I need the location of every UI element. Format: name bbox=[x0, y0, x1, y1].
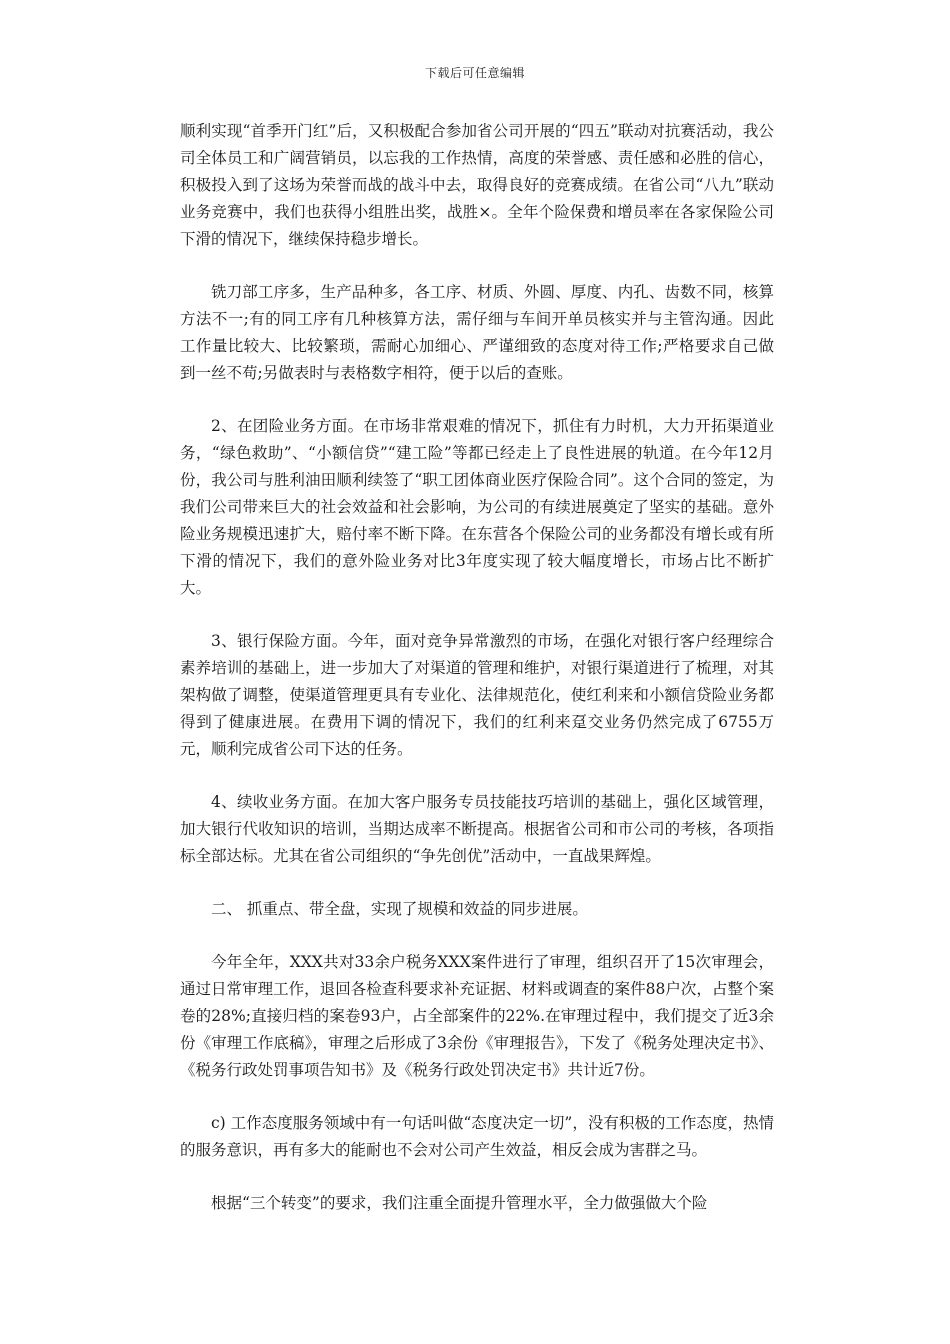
page-header-note: 下载后可任意编辑 bbox=[424, 66, 525, 80]
paragraph-2: 铣刀部工序多，生产品种多，各工序、材质、外圆、厚度、内孔、齿数不同，核算方法不一;有的同工序有几种核算方法，需仔细与车间开单员核实并与主管沟通。因此工作量比较大、比较繁琐，需耐心加细心、严谨细致的态度对待工作;严格要求自己做到一丝不苟;另做表时与表格数字相符，便于以后的查账。 bbox=[180, 283, 774, 382]
paragraph-6: 今年全年，XXX共对33余户税务XXX案件进行了审理，组织召开了15次审理会，通过日常审理工作，退回各检查科要求补充证据、材料或调查的案件88户次，占整个案卷的28%;直接归档的案卷93户，占全部案件的22%.在审理过程中，我们提交了近3余份《审理工作底稿》，审理之后形成了3余份《审理报告》，下发了《税务处理决定书》、《税务行政处罚事项告知书》及《税务行政处罚决定书》共计近7份。 bbox=[180, 953, 774, 1079]
paragraph-1: 顺利实现“首季开门红”后，又积极配合参加省公司开展的“四五”联动对抗赛活动，我公司全体员工和广阔营销员，以忘我的工作热情，高度的荣誉感、责任感和必胜的信心，积极投入到了这场为荣誉而战的战斗中去，取得良好的竞赛成绩。在省公司“八九”联动业务竞赛中，我们也获得小组胜出奖，战胜×。全年个险保费和增员率在各家保险公司下滑的情况下，继续保持稳步增长。 bbox=[180, 122, 774, 248]
document-body bbox=[180, 118, 774, 1243]
section-heading-2: 二、 抓重点、带全盘，实现了规模和效益的同步进展。 bbox=[211, 900, 588, 918]
paragraph-3: 2、在团险业务方面。在市场非常艰难的情况下，抓住有力时机，大力开拓渠道业务，“绿色救助”、“小额信贷”“建工险”等都已经走上了良性进展的轨道。在今年12月份，我公司与胜利油田顺利续签了“职工团体商业医疗保险合同”。这个合同的签定，为我们公司带来巨大的社会效益和社会影响，为公司的有续进展奠定了坚实的基础。意外险业务规模迅速扩大，赔付率不断下降。在东营各个保险公司的业务都没有增长或有所下滑的情况下，我们的意外险业务对比3年度实现了较大幅度增长，市场占比不断扩大。 bbox=[180, 417, 774, 597]
paragraph-7: c) 工作态度服务领域中有一句话叫做“态度决定一切”，没有积极的工作态度，热情的服务意识，再有多大的能耐也不会对公司产生效益，相反会成为害群之马。 bbox=[180, 1114, 774, 1159]
paragraph-8: 根据“三个转变”的要求，我们注重全面提升管理水平，全力做强做大个险 bbox=[211, 1194, 708, 1212]
paragraph-5: 4、续收业务方面。在加大客户服务专员技能技巧培训的基础上，强化区域管理，加大银行代收知识的培训，当期达成率不断提高。根据省公司和市公司的考核，各项指标全部达标。尤其在省公司组织的“争先创优”活动中，一直战果辉煌。 bbox=[180, 793, 774, 865]
paragraph-4: 3、银行保险方面。今年，面对竞争异常激烈的市场，在强化对银行客户经理综合素养培训的基础上，进一步加大了对渠道的管理和维护，对银行渠道进行了梳理，对其架构做了调整，使渠道管理更具有专业化、法律规范化，使红利来和小额信贷险业务都得到了健康进展。在费用下调的情况下，我们的红利来趸交业务仍然完成了6755万元，顺利完成省公司下达的任务。 bbox=[180, 632, 774, 758]
